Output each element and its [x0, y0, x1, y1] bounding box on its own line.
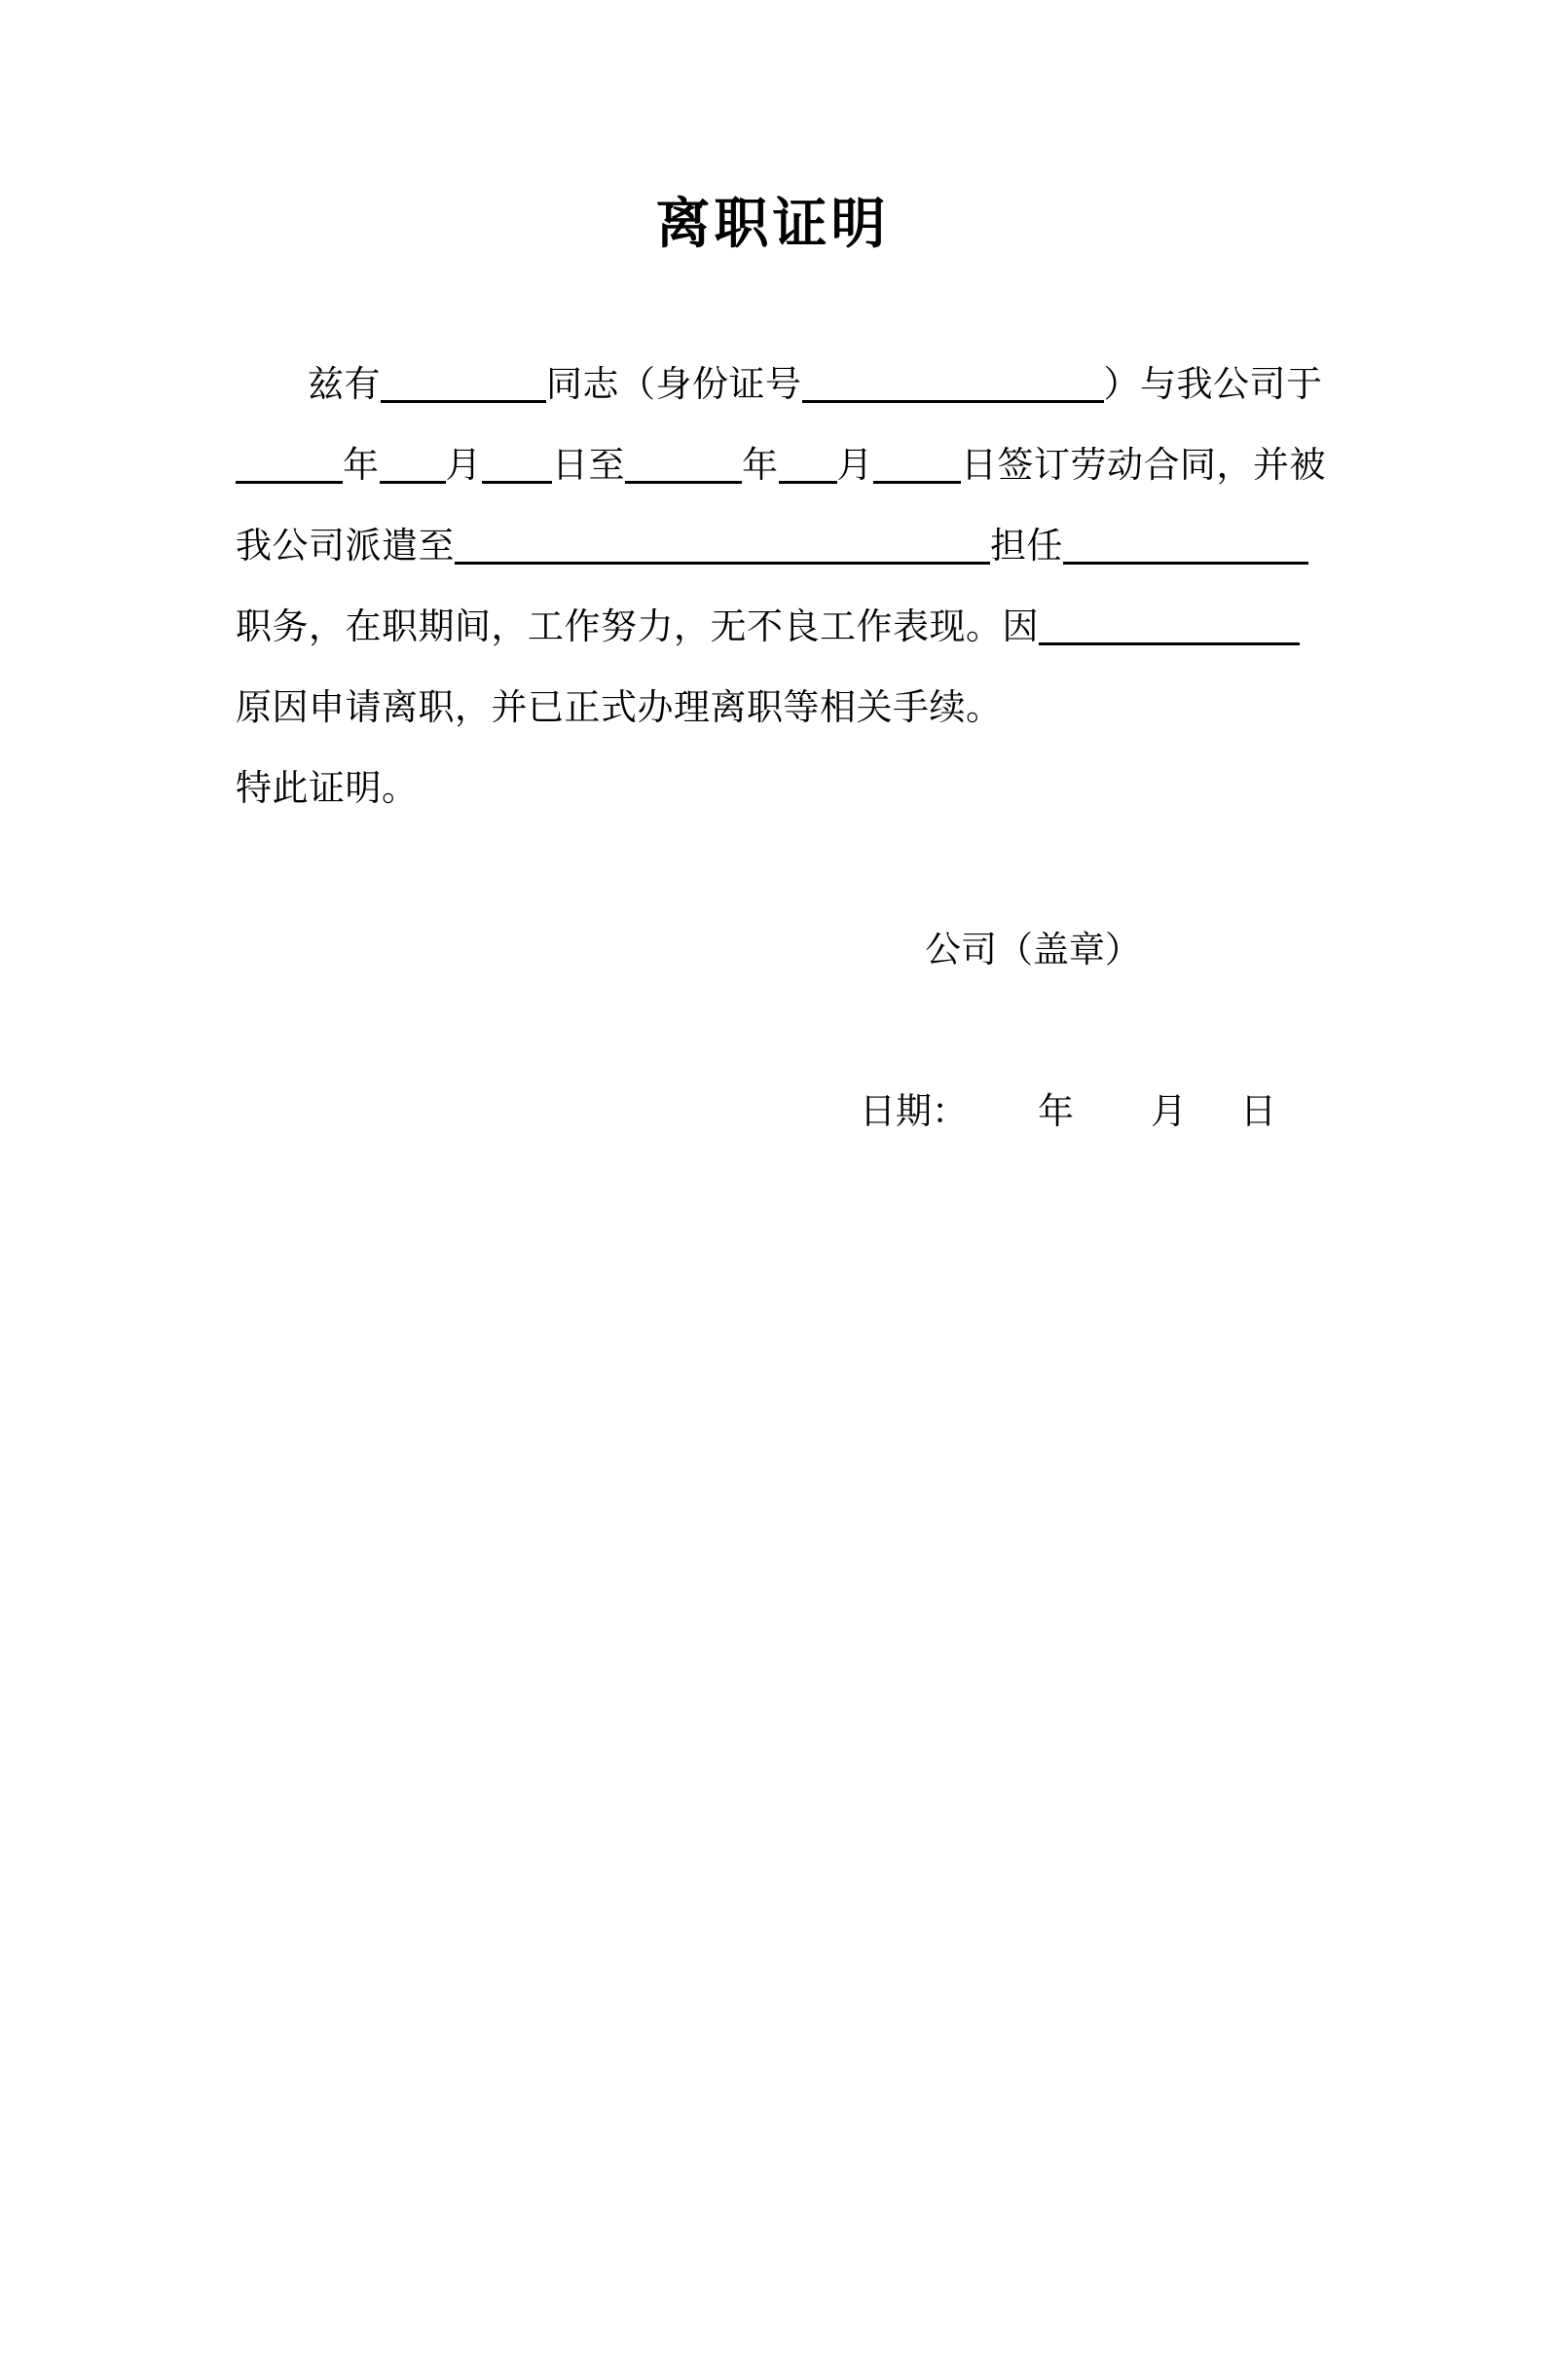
paragraph-line [236, 425, 1326, 506]
document-page [0, 195, 1545, 2380]
line-text: 原因申请离职，并已正式办理离职等相关手续。 [236, 688, 1003, 728]
fill-in-blank [380, 481, 446, 484]
document-title: 离职证明 [655, 193, 890, 254]
company-seal-line [236, 910, 1321, 991]
line-text: 兹有 [308, 365, 381, 405]
fill-in-blank [381, 400, 546, 403]
fill-in-blank [625, 481, 742, 484]
line-text: ）与我公司于 [1103, 365, 1323, 405]
line-text: 日至 [552, 446, 625, 486]
date-line [236, 1072, 1321, 1153]
paragraph-line [236, 749, 1321, 829]
fill-in-blank [779, 481, 837, 484]
paragraph-line [236, 345, 1321, 425]
date-day-label: 日 [1240, 1092, 1276, 1132]
fill-in-blank [873, 481, 961, 484]
date-year-label: 年 [1038, 1092, 1074, 1132]
document-body [236, 345, 1326, 1153]
date-label: 日期： [860, 1092, 968, 1132]
paragraph-line [236, 587, 1321, 668]
line-text: 年 [742, 446, 779, 486]
company-seal-label: 公司（盖章） [925, 931, 1141, 970]
line-text: 年 [343, 446, 380, 486]
fill-in-blank [236, 481, 343, 484]
line-text: 月 [445, 446, 482, 486]
line-text: 我公司派遣至 [236, 527, 455, 567]
fill-in-blank [1039, 642, 1300, 645]
date-month-label: 月 [1151, 1092, 1187, 1132]
fill-in-blank [455, 562, 990, 565]
paragraph-line [236, 506, 1321, 587]
paragraph-line [236, 668, 1321, 749]
fill-in-blank [482, 481, 552, 484]
line-text: 职务，在职期间，工作努力，无不良工作表现。因 [236, 607, 1039, 647]
fill-in-blank [802, 400, 1104, 403]
line-text: 担任 [990, 527, 1063, 567]
line-text: 同志（身份证号 [546, 365, 802, 405]
line-text: 特此证明。 [236, 769, 419, 809]
paragraph-lines [236, 345, 1326, 829]
line-text: 月 [836, 446, 873, 486]
line-text: 日签订劳动合同，并被 [961, 446, 1326, 486]
fill-in-blank [1063, 562, 1308, 565]
